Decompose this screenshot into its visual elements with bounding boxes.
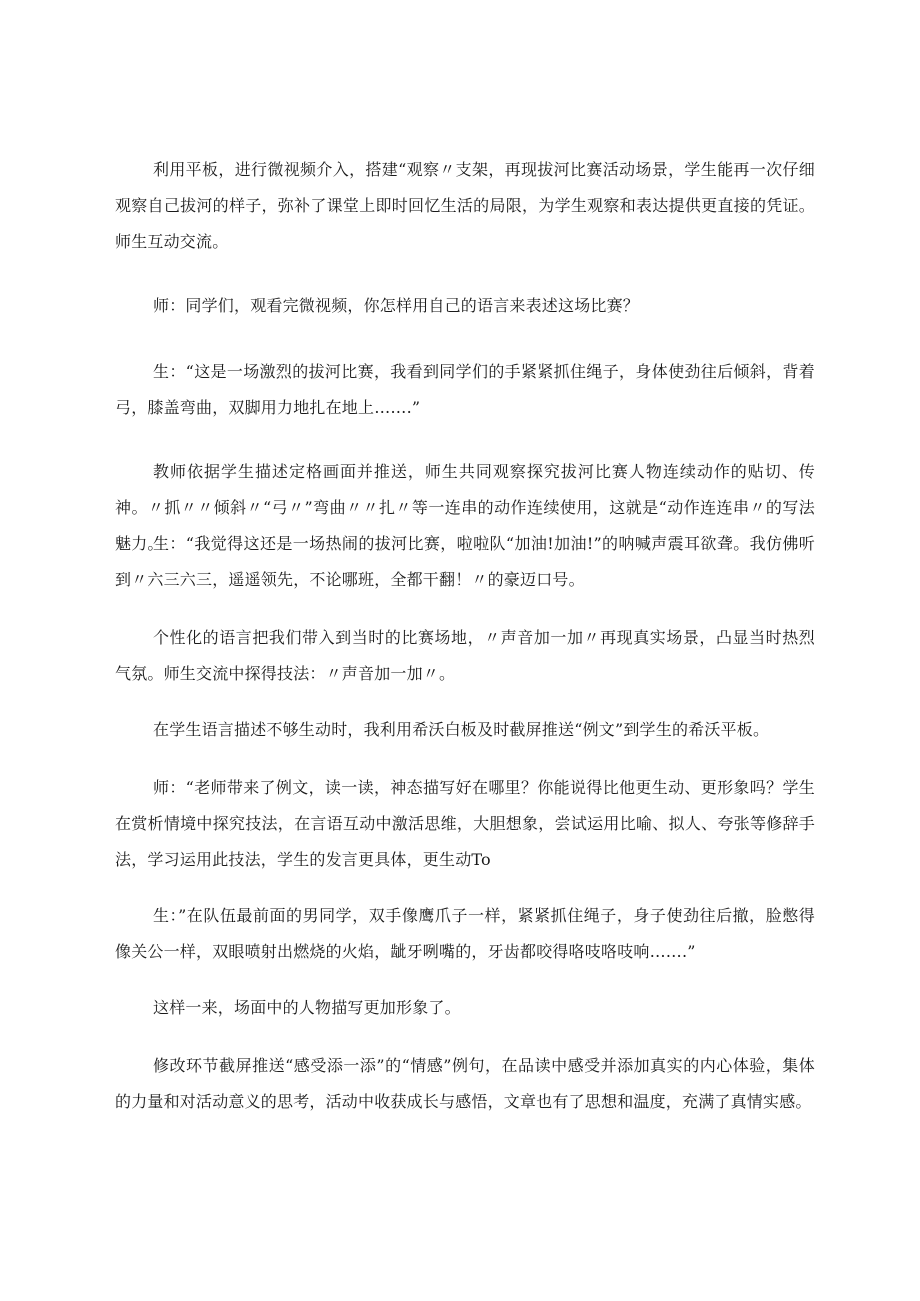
paragraph-4: 教师依据学生描述定格画面并推送，师生共同观察探究拔河比赛人物连续动作的贴切、传神。〃抓〃〃倾斜〃“弓〃”弯曲〃〃扎〃等一连串的动作连续使用，这就是“动作连连串〃的写法魅力。 bbox=[115, 462, 815, 553]
paragraph-2: 师：同学们，观看完微视频，你怎样用自己的语言来表述这场比赛？ bbox=[153, 296, 640, 315]
paragraph-1: 利用平板，进行微视频介入，搭建“观察〃支架，再现拔河比赛活动场景，学生能再一次仔细观察自己拔河的样子，弥补了课堂上即时回忆生活的局限，为学生观察和表达提供更直接的凭证。师生互动交流。 bbox=[115, 160, 815, 251]
paragraph-3: 生：“这是一场激烈的拔河比赛，我看到同学们的手紧紧抓住绳子，身体使劲往后倾斜，背着弓，膝盖弯曲，双脚用力地扎在地上…….” bbox=[115, 362, 815, 417]
paragraph-6: 个性化的语言把我们带入到当时的比赛场地，〃声音加一加〃再现真实场景，凸显当时热烈气氛。师生交流中探得技法：〃声音加一加〃。 bbox=[115, 628, 815, 683]
paragraph-10: 这样一来，场面中的人物描写更加形象了。 bbox=[153, 998, 461, 1017]
paragraph-8: 师：“老师带来了例文，读一读，神态描写好在哪里？你能说得比他更生动、更形象吗？学生在赏析情境中探究技法，在言语互动中激活思维，大胆想象，尝试运用比喻、拟人、夸张等修辞手法，学习运用此技法，学生的发言更具体，更生动To bbox=[115, 778, 815, 869]
paragraph-9: 生：”在队伍最前面的男同学，双手像鹰爪子一样，紧紧抓住绳子，身子使劲往后撤，脸憋得像关公一样，双眼喷射出燃烧的火焰，龇牙咧嘴的，牙齿都咬得咯吱咯吱响…….” bbox=[115, 906, 815, 961]
paragraph-7: 在学生语言描述不够生动时，我利用希沃白板及时截屏推送“例文”到学生的希沃平板。 bbox=[153, 720, 770, 739]
paragraph-5: 生：“我觉得这还是一场热闹的拔河比赛，啦啦队“加油!加油!”的呐喊声震耳欲聋。我仿佛听到〃六三六三，遥遥领先，不论哪班，全都干翻！〃的豪迈口号。 bbox=[115, 534, 815, 589]
paragraph-11: 修改环节截屏推送“感受添一添”的“情感”例句，在品读中感受并添加真实的内心体验，集体的力量和对活动意义的思考，活动中收获成长与感悟，文章也有了思想和温度，充满了真情实感。 bbox=[115, 1056, 815, 1111]
